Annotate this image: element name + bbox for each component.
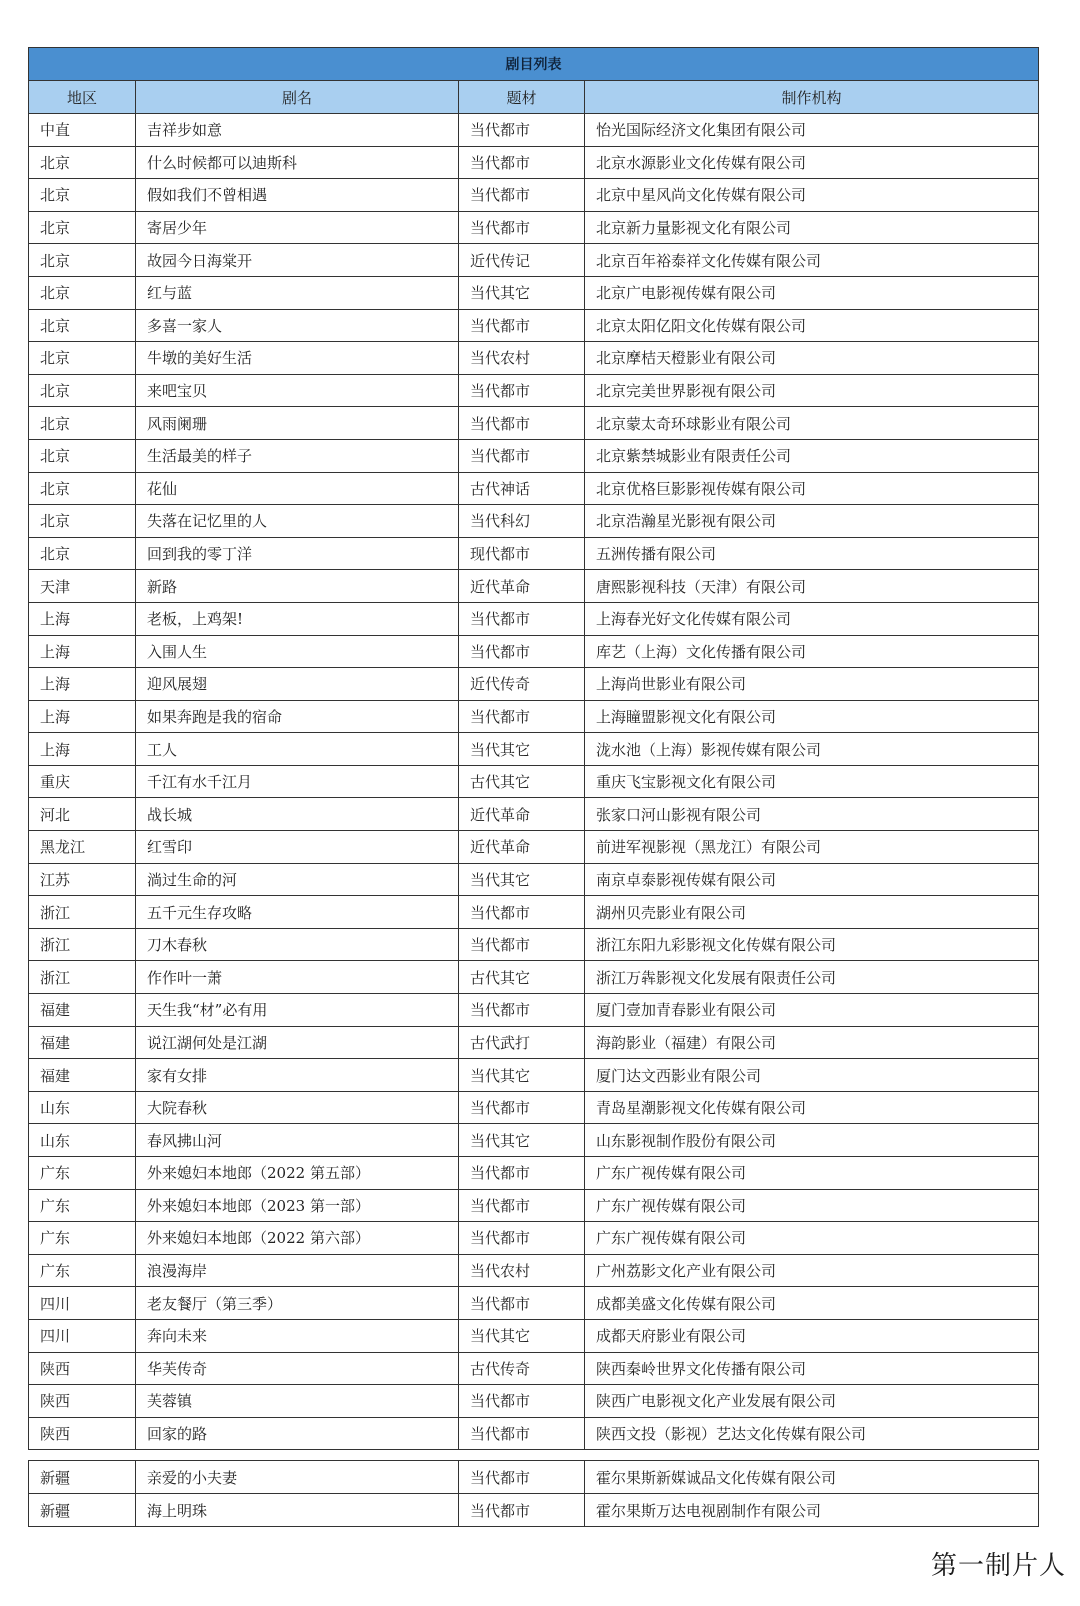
cell-drama-name: 风雨阑珊: [136, 407, 459, 440]
cell-producer: 厦门达文西影业有限公司: [585, 1059, 1039, 1092]
cell-region: 陕西: [29, 1417, 136, 1450]
table-row: [29, 896, 1039, 929]
cell-genre: 当代都市: [459, 1091, 585, 1124]
cell-region: 上海: [29, 733, 136, 766]
drama-list-sheet: [28, 47, 1038, 1527]
cell-drama-name: 天生我“材”必有用: [136, 994, 459, 1027]
cell-drama-name: 故园今日海棠开: [136, 244, 459, 277]
table-row: [29, 276, 1039, 309]
cell-region: 陕西: [29, 1352, 136, 1385]
cell-producer: 五洲传播有限公司: [585, 537, 1039, 570]
cell-producer: 上海春光好文化传媒有限公司: [585, 602, 1039, 635]
table-row: [29, 1385, 1039, 1418]
cell-region: 福建: [29, 1059, 136, 1092]
cell-region: 北京: [29, 276, 136, 309]
cell-region: 中直: [29, 114, 136, 147]
cell-region: 广东: [29, 1254, 136, 1287]
cell-producer: 霍尔果斯新媒诚品文化传媒有限公司: [585, 1461, 1039, 1494]
table-title-row: [29, 48, 1039, 81]
cell-drama-name: 入围人生: [136, 635, 459, 668]
table-row: [29, 765, 1039, 798]
cell-genre: 当代都市: [459, 309, 585, 342]
cell-drama-name: 说江湖何处是江湖: [136, 1026, 459, 1059]
cell-drama-name: 老友餐厅（第三季）: [136, 1287, 459, 1320]
drama-list-table: [28, 47, 1039, 1450]
header-drama-name: 剧名: [136, 81, 459, 114]
cell-drama-name: 吉祥步如意: [136, 114, 459, 147]
cell-drama-name: 新路: [136, 570, 459, 603]
cell-producer: 前进军视影视（黑龙江）有限公司: [585, 831, 1039, 864]
cell-drama-name: 刀木春秋: [136, 928, 459, 961]
cell-drama-name: 外来媳妇本地郎（2023 第一部）: [136, 1189, 459, 1222]
cell-producer: 陕西文投（影视）艺达文化传媒有限公司: [585, 1417, 1039, 1450]
cell-producer: 北京完美世界影视有限公司: [585, 374, 1039, 407]
cell-drama-name: 寄居少年: [136, 211, 459, 244]
cell-region: 广东: [29, 1189, 136, 1222]
table-row: [29, 472, 1039, 505]
cell-region: 上海: [29, 602, 136, 635]
cell-drama-name: 春风拂山河: [136, 1124, 459, 1157]
table-row: [29, 863, 1039, 896]
cell-drama-name: 多喜一家人: [136, 309, 459, 342]
cell-region: 上海: [29, 635, 136, 668]
cell-genre: 古代武打: [459, 1026, 585, 1059]
cell-region: 北京: [29, 374, 136, 407]
cell-genre: 当代都市: [459, 1494, 585, 1527]
cell-drama-name: 作作叶一萧: [136, 961, 459, 994]
cell-genre: 现代都市: [459, 537, 585, 570]
cell-genre: 当代都市: [459, 1157, 585, 1190]
cell-genre: 当代都市: [459, 1287, 585, 1320]
table-row: [29, 439, 1039, 472]
table-row: [29, 407, 1039, 440]
cell-genre: 当代都市: [459, 994, 585, 1027]
table-row: [29, 114, 1039, 147]
cell-producer: 上海瞳盟影视文化有限公司: [585, 700, 1039, 733]
cell-region: 山东: [29, 1124, 136, 1157]
cell-producer: 广东广视传媒有限公司: [585, 1157, 1039, 1190]
cell-producer: 湖州贝壳影业有限公司: [585, 896, 1039, 929]
cell-drama-name: 假如我们不曾相遇: [136, 179, 459, 212]
cell-region: 陕西: [29, 1385, 136, 1418]
table-header-row: [29, 81, 1039, 114]
table-row: [29, 1059, 1039, 1092]
cell-drama-name: 芙蓉镇: [136, 1385, 459, 1418]
cell-genre: 当代都市: [459, 602, 585, 635]
cell-producer: 北京蒙太奇环球影业有限公司: [585, 407, 1039, 440]
table-row: [29, 1319, 1039, 1352]
cell-drama-name: 奔向未来: [136, 1319, 459, 1352]
cell-region: 北京: [29, 342, 136, 375]
table-row: [29, 1026, 1039, 1059]
table-row: [29, 1352, 1039, 1385]
cell-genre: 古代其它: [459, 961, 585, 994]
cell-producer: 霍尔果斯万达电视剧制作有限公司: [585, 1494, 1039, 1527]
table-row: [29, 1157, 1039, 1190]
cell-genre: 当代都市: [459, 1189, 585, 1222]
cell-genre: 古代传奇: [459, 1352, 585, 1385]
header-genre: 题材: [459, 81, 585, 114]
table-row: [29, 928, 1039, 961]
cell-drama-name: 华芙传奇: [136, 1352, 459, 1385]
cell-drama-name: 迎风展翅: [136, 668, 459, 701]
cell-region: 四川: [29, 1319, 136, 1352]
table-row: [29, 635, 1039, 668]
header-region: 地区: [29, 81, 136, 114]
cell-producer: 青岛星潮影视文化传媒有限公司: [585, 1091, 1039, 1124]
table-row: [29, 1254, 1039, 1287]
cell-region: 河北: [29, 798, 136, 831]
cell-producer: 浙江万犇影视文化发展有限责任公司: [585, 961, 1039, 994]
cell-drama-name: 失落在记忆里的人: [136, 505, 459, 538]
cell-region: 上海: [29, 668, 136, 701]
cell-region: 新疆: [29, 1494, 136, 1527]
cell-genre: 当代其它: [459, 1059, 585, 1092]
cell-drama-name: 五千元生存攻略: [136, 896, 459, 929]
cell-genre: 当代都市: [459, 1385, 585, 1418]
cell-drama-name: 浪漫海岸: [136, 1254, 459, 1287]
cell-region: 北京: [29, 407, 136, 440]
cell-producer: 北京中星风尚文化传媒有限公司: [585, 179, 1039, 212]
header-producer: 制作机构: [585, 81, 1039, 114]
cell-drama-name: 老板，上鸡架!: [136, 602, 459, 635]
cell-region: 福建: [29, 994, 136, 1027]
cell-genre: 当代都市: [459, 635, 585, 668]
cell-region: 浙江: [29, 896, 136, 929]
table-row: [29, 668, 1039, 701]
cell-region: 江苏: [29, 863, 136, 896]
cell-producer: 北京百年裕泰祥文化传媒有限公司: [585, 244, 1039, 277]
cell-producer: 浙江东阳九彩影视文化传媒有限公司: [585, 928, 1039, 961]
cell-producer: 海韵影业（福建）有限公司: [585, 1026, 1039, 1059]
cell-producer: 北京新力量影视文化有限公司: [585, 211, 1039, 244]
cell-producer: 北京摩桔天橙影业有限公司: [585, 342, 1039, 375]
cell-drama-name: 工人: [136, 733, 459, 766]
cell-producer: 库艺（上海）文化传播有限公司: [585, 635, 1039, 668]
cell-drama-name: 回家的路: [136, 1417, 459, 1450]
cell-region: 山东: [29, 1091, 136, 1124]
cell-region: 北京: [29, 309, 136, 342]
cell-region: 浙江: [29, 928, 136, 961]
table-row: [29, 961, 1039, 994]
cell-producer: 北京优格巨影影视传媒有限公司: [585, 472, 1039, 505]
cell-region: 广东: [29, 1157, 136, 1190]
table-row: [29, 700, 1039, 733]
cell-drama-name: 淌过生命的河: [136, 863, 459, 896]
table-row: [29, 570, 1039, 603]
table-row: [29, 1494, 1039, 1527]
cell-drama-name: 海上明珠: [136, 1494, 459, 1527]
cell-genre: 古代神话: [459, 472, 585, 505]
cell-genre: 当代科幻: [459, 505, 585, 538]
cell-region: 北京: [29, 244, 136, 277]
cell-genre: 当代其它: [459, 1319, 585, 1352]
cell-drama-name: 什么时候都可以迪斯科: [136, 146, 459, 179]
cell-genre: 当代都市: [459, 439, 585, 472]
cell-genre: 当代都市: [459, 374, 585, 407]
cell-region: 福建: [29, 1026, 136, 1059]
cell-producer: 陕西广电影视文化产业发展有限公司: [585, 1385, 1039, 1418]
cell-genre: 近代革命: [459, 570, 585, 603]
cell-genre: 近代传奇: [459, 668, 585, 701]
cell-genre: 当代都市: [459, 928, 585, 961]
cell-region: 上海: [29, 700, 136, 733]
cell-drama-name: 花仙: [136, 472, 459, 505]
cell-genre: 当代其它: [459, 733, 585, 766]
cell-genre: 当代都市: [459, 1461, 585, 1494]
table-row: [29, 831, 1039, 864]
table-row: [29, 1461, 1039, 1494]
cell-region: 新疆: [29, 1461, 136, 1494]
cell-genre: 当代都市: [459, 114, 585, 147]
table-row: [29, 244, 1039, 277]
cell-producer: 成都天府影业有限公司: [585, 1319, 1039, 1352]
cell-drama-name: 红雪印: [136, 831, 459, 864]
cell-producer: 成都美盛文化传媒有限公司: [585, 1287, 1039, 1320]
cell-region: 北京: [29, 439, 136, 472]
cell-region: 北京: [29, 505, 136, 538]
cell-producer: 广州荔影文化产业有限公司: [585, 1254, 1039, 1287]
cell-region: 天津: [29, 570, 136, 603]
table-row: [29, 537, 1039, 570]
drama-list-table-extra: [28, 1460, 1039, 1527]
cell-genre: 当代都市: [459, 1222, 585, 1255]
cell-producer: 怡光国际经济文化集团有限公司: [585, 114, 1039, 147]
watermark-text: 第一制片人: [930, 1551, 1066, 1581]
cell-genre: 当代都市: [459, 700, 585, 733]
cell-region: 四川: [29, 1287, 136, 1320]
table-row: [29, 342, 1039, 375]
cell-drama-name: 外来媳妇本地郎（2022 第五部）: [136, 1157, 459, 1190]
cell-genre: 近代革命: [459, 831, 585, 864]
cell-producer: 北京浩瀚星光影视有限公司: [585, 505, 1039, 538]
cell-drama-name: 千江有水千江月: [136, 765, 459, 798]
table-row: [29, 1124, 1039, 1157]
table-row: [29, 798, 1039, 831]
cell-genre: 当代农村: [459, 1254, 585, 1287]
cell-producer: 陕西秦岭世界文化传播有限公司: [585, 1352, 1039, 1385]
table-row: [29, 994, 1039, 1027]
cell-drama-name: 牛墩的美好生活: [136, 342, 459, 375]
cell-region: 重庆: [29, 765, 136, 798]
cell-drama-name: 大院春秋: [136, 1091, 459, 1124]
table-row: [29, 1091, 1039, 1124]
table-title: 剧目列表: [29, 48, 1039, 81]
table-row: [29, 309, 1039, 342]
cell-producer: 广东广视传媒有限公司: [585, 1222, 1039, 1255]
table-row: [29, 1222, 1039, 1255]
cell-drama-name: 生活最美的样子: [136, 439, 459, 472]
table-row: [29, 179, 1039, 212]
cell-region: 浙江: [29, 961, 136, 994]
table-row: [29, 374, 1039, 407]
cell-genre: 古代其它: [459, 765, 585, 798]
cell-producer: 北京水源影业文化传媒有限公司: [585, 146, 1039, 179]
cell-drama-name: 回到我的零丁洋: [136, 537, 459, 570]
cell-drama-name: 家有女排: [136, 1059, 459, 1092]
cell-producer: 重庆飞宝影视文化有限公司: [585, 765, 1039, 798]
cell-region: 北京: [29, 179, 136, 212]
cell-producer: 厦门壹加青春影业有限公司: [585, 994, 1039, 1027]
cell-region: 广东: [29, 1222, 136, 1255]
cell-genre: 当代农村: [459, 342, 585, 375]
cell-drama-name: 红与蓝: [136, 276, 459, 309]
cell-region: 北京: [29, 211, 136, 244]
cell-producer: 北京太阳亿阳文化传媒有限公司: [585, 309, 1039, 342]
cell-genre: 当代其它: [459, 1124, 585, 1157]
cell-genre: 近代革命: [459, 798, 585, 831]
cell-genre: 当代都市: [459, 211, 585, 244]
cell-region: 北京: [29, 537, 136, 570]
cell-producer: 唐熙影视科技（天津）有限公司: [585, 570, 1039, 603]
table-row: [29, 146, 1039, 179]
cell-genre: 当代其它: [459, 276, 585, 309]
cell-genre: 当代都市: [459, 1417, 585, 1450]
table-row: [29, 211, 1039, 244]
table-row: [29, 1287, 1039, 1320]
table-row: [29, 733, 1039, 766]
cell-drama-name: 来吧宝贝: [136, 374, 459, 407]
cell-region: 北京: [29, 472, 136, 505]
cell-producer: 山东影视制作股份有限公司: [585, 1124, 1039, 1157]
cell-drama-name: 战长城: [136, 798, 459, 831]
cell-genre: 近代传记: [459, 244, 585, 277]
table-row: [29, 505, 1039, 538]
cell-producer: 泷水池（上海）影视传媒有限公司: [585, 733, 1039, 766]
cell-producer: 南京卓泰影视传媒有限公司: [585, 863, 1039, 896]
cell-region: 北京: [29, 146, 136, 179]
cell-producer: 北京紫禁城影业有限责任公司: [585, 439, 1039, 472]
cell-drama-name: 如果奔跑是我的宿命: [136, 700, 459, 733]
cell-drama-name: 亲爱的小夫妻: [136, 1461, 459, 1494]
cell-drama-name: 外来媳妇本地郎（2022 第六部）: [136, 1222, 459, 1255]
cell-genre: 当代其它: [459, 863, 585, 896]
cell-producer: 上海尚世影业有限公司: [585, 668, 1039, 701]
table-row: [29, 1417, 1039, 1450]
cell-genre: 当代都市: [459, 146, 585, 179]
cell-producer: 广东广视传媒有限公司: [585, 1189, 1039, 1222]
cell-producer: 张家口河山影视有限公司: [585, 798, 1039, 831]
cell-genre: 当代都市: [459, 179, 585, 212]
cell-region: 黑龙江: [29, 831, 136, 864]
cell-genre: 当代都市: [459, 407, 585, 440]
cell-producer: 北京广电影视传媒有限公司: [585, 276, 1039, 309]
cell-genre: 当代都市: [459, 896, 585, 929]
table-row: [29, 1189, 1039, 1222]
table-row: [29, 602, 1039, 635]
